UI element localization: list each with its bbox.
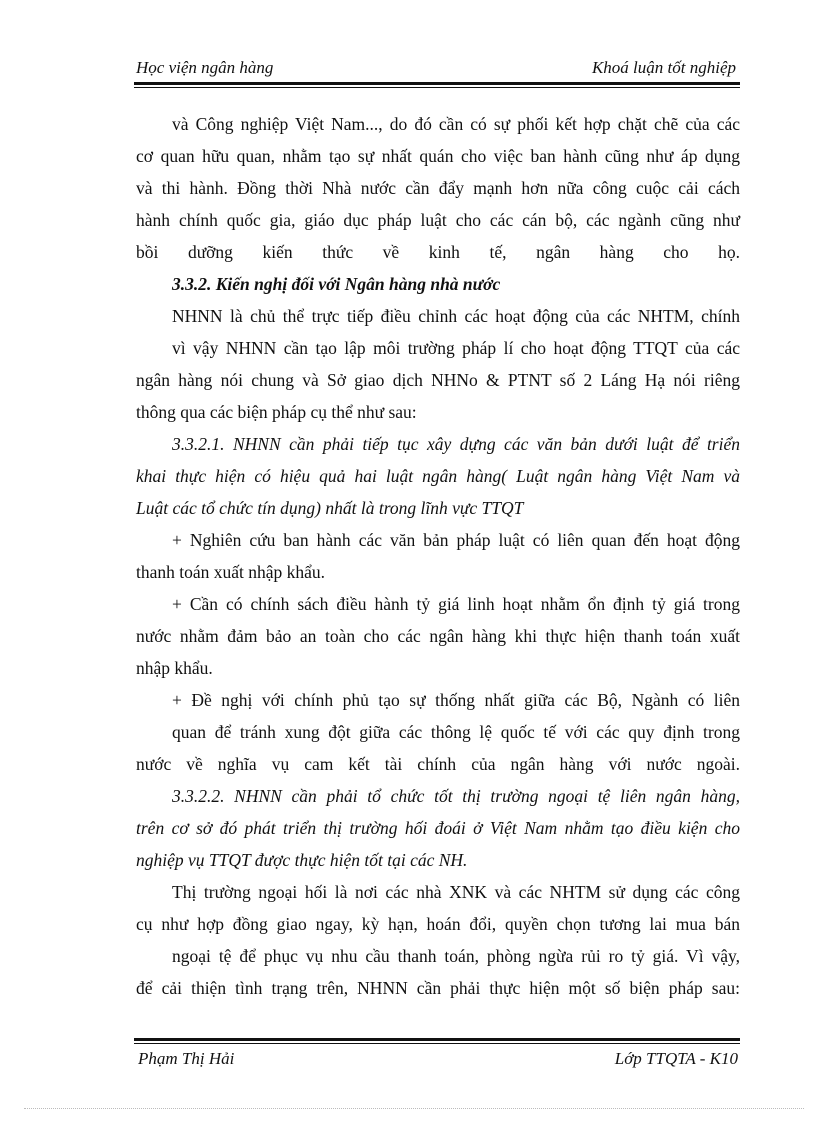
text-line: ngoại tệ để phục vụ nhu cầu thanh toán, phòng ngừa rủi ro tỷ giá. Vì vậy, [172,946,740,966]
text-line: nhập khẩu. [136,658,213,678]
text-line: cơ quan hữu quan, nhằm tạo sự nhất quán cho việc ban hành cũng như áp dụng [136,146,740,166]
text-line: vì vậy NHNN cần tạo lập môi trường pháp lí cho hoạt động TTQT của các [172,338,740,358]
footer-rule-thin [134,1043,740,1044]
text-line: thông qua các biện pháp cụ thể như sau: [136,402,417,422]
subsection-heading: nghiệp vụ TTQT được thực hiện tốt tại các NH. [136,850,468,870]
text-line: cụ như hợp đồng giao ngay, kỳ hạn, hoán đổi, quyền chọn tương lai mua bán [136,914,740,934]
subsection-heading: 3.3.2.1. NHNN cần phải tiếp tục xây dựng các văn bản dưới luật để triển [172,434,740,454]
page-edge-divider [24,1108,804,1109]
footer-class: Lớp TTQTA - K10 [614,1049,738,1068]
text-line: + Đề nghị với chính phủ tạo sự thống nhất giữa các Bộ, Ngành có liên [172,690,740,710]
text-line: nước về nghĩa vụ cam kết tài chính của ngân hàng với nước ngoài. [136,754,740,774]
footer-author: Phạm Thị Hải [138,1049,235,1068]
section-heading: 3.3.2. Kiến nghị đối với Ngân hàng nhà nước [172,274,501,294]
subsection-heading: Luật các tổ chức tín dụng) nhất là trong lĩnh vực TTQT [136,498,524,518]
text-line: và Công nghiệp Việt Nam..., do đó cần có sự phối kết hợp chặt chẽ của các [172,114,740,134]
subsection-heading: khai thực hiện có hiệu quả hai luật ngân hàng( Luật ngân hàng Việt Nam và [136,466,740,486]
text-line: bồi dưỡng kiến thức về kinh tế, ngân hàng cho họ. [136,242,740,262]
subsection-heading: trên cơ sở đó phát triển thị trường hối đoái ở Việt Nam nhằm tạo điều kiện cho [136,818,740,838]
page-footer [134,1046,740,1072]
header-rule-thick [134,82,740,85]
text-line: Thị trường ngoại hối là nơi các nhà XNK và các NHTM sử dụng các công [172,882,740,902]
text-line: thanh toán xuất nhập khẩu. [136,562,326,582]
header-rule-thin [134,87,740,88]
header-school: Học viện ngân hàng [136,58,274,77]
text-line: NHNN là chủ thể trực tiếp điều chỉnh các hoạt động của các NHTM, chính [172,306,740,326]
text-line: hành chính quốc gia, giáo dục pháp luật cho các cán bộ, các ngành cũng như [136,210,740,230]
header-title: Khoá luận tốt nghiệp [591,58,736,77]
text-line: ngân hàng nói chung và Sở giao dịch NHNo & PTNT số 2 Láng Hạ nói riêng [136,370,740,390]
page-header [134,56,740,80]
subsection-heading: 3.3.2.2. NHNN cần phải tổ chức tốt thị trường ngoại tệ liên ngân hàng, [172,786,740,806]
footer-rule-thick [134,1038,740,1041]
text-line: + Cần có chính sách điều hành tỷ giá linh hoạt nhằm ổn định tỷ giá trong [172,594,740,614]
text-line: và thi hành. Đồng thời Nhà nước cần đẩy mạnh hơn nữa công cuộc cải cách [136,178,740,198]
text-line: + Nghiên cứu ban hành các văn bản pháp luật có liên quan đến hoạt động [172,530,740,550]
text-line: quan để tránh xung đột giữa các thông lệ quốc tế với các quy định trong [172,722,740,742]
text-line: để cải thiện tình trạng trên, NHNN cần phải thực hiện một số biện pháp sau: [136,978,740,998]
text-line: nước nhằm đảm bảo an toàn cho các ngân hàng khi thực hiện thanh toán xuất [136,626,740,646]
